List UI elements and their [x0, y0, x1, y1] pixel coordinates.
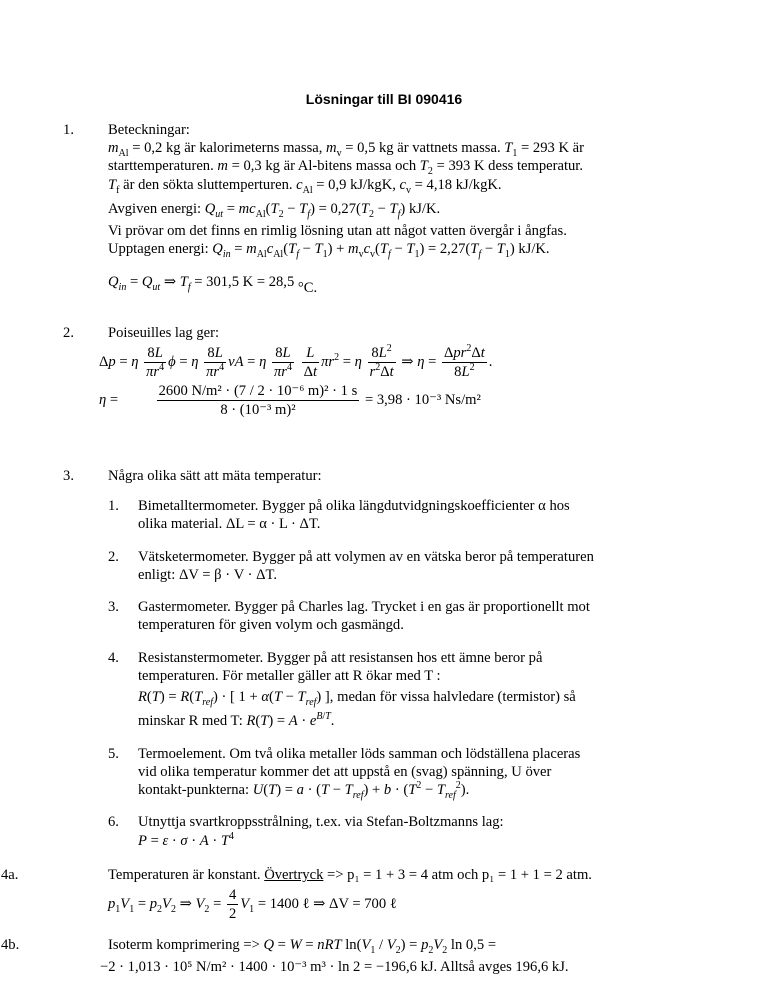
q1-line-3: $T_f$ är den sökta sluttemperturen. $c_{Al} = 0,9$ kJ/kgK, $c_v = 4,18$ kJ/kgK. — [108, 176, 502, 196]
q4a-text: Temperaturen är konstant. Övertryck => p₁ = 1 + 3 = 4 atm och p₁ = 1 + 1 = 2 atm. — [108, 867, 592, 883]
question-number: 2. — [63, 325, 74, 341]
question-2 — [63, 324, 668, 419]
q1-avgiven: Avgiven energi: $Q_{ut} = mc_{Al}(T_2 - T_f) = 0,27(T_2 - T_f)$ kJ/K. — [108, 200, 441, 220]
q1-upptagen: Upptagen energi: $Q_{in} = m_{Al}c_{Al}(T_f - T_1) + m_vc_v(T_f - T_1) = 2,27(T_f - T_1)$ kJ/K. — [108, 241, 550, 261]
question-4b — [1, 936, 668, 976]
q2-heading: Poiseuilles lag ger: — [108, 325, 220, 341]
q1-result: $Q_{in} = Q_{ut}$ ⇒ $T_f = 301,5$ K = 28,5 °C. — [108, 273, 318, 296]
question-number: 1. — [63, 122, 74, 138]
list-item: 6. Utnyttja svartkroppsstrålning, t.ex. via Stefan-Boltzmanns lag: $P = \varepsilon \cdot \sigma \cdot A \cdot T^4$ — [108, 814, 504, 849]
list-item: 2. Vätsketermometer. Bygger på att volymen av en vätska beror på temperaturen enligt: ΔV = β · V · ΔT. — [108, 548, 594, 583]
q1-provar: Vi prövar om det finns en rimlig lösning utan att något vatten övergår i ångfas. — [108, 223, 567, 240]
q3-heading: Några olika sätt att mäta temperatur: — [108, 468, 322, 484]
question-4a — [1, 866, 668, 924]
q4b-text: Isoterm komprimering => Q = W = nRT $\ln(V_1 / V_2) = p_2V_2$ ln 0,5 = — [108, 937, 497, 956]
question-number: 4b. — [1, 937, 20, 953]
q1-line-2: starttemperaturen. m = 0,3 kg är Al-bitens massa och $T_2 = 393$ K dess temperatur. — [108, 158, 584, 178]
q2-equation: Δp = η $\frac{8L}{\pi r^4}$ ϕ = η $\frac{8L}{\pi r^4}$ vA = η $\frac{8L}{\pi r^4}$ $\frac{L}{\Delta t}$ $\pi r^2 = \eta$ $\frac{8L^2}{r^2\Delta t}$ ⇒ η = $\frac{\Delta pr^2\Delta t}{8L^2}$ . — [99, 343, 493, 381]
q2-calculation: η = $\frac{\text{2600 N/m² · (7 / 2 · 10⁻⁶ m)² · 1 s}}{\text{8 · (10⁻³ m)²}}$ = 3,98 · 10⁻³ Ns/m² — [99, 382, 481, 418]
question-1 — [63, 121, 668, 296]
list-item: 3. Gastermometer. Bygger på Charles lag. Trycket i en gas är proportionellt mot temperaturen för given volym och gasmängd. — [108, 599, 590, 634]
list-item: 5. Termoelement. Om två olika metaller löds samman och lödställena placeras vid olika temperatur kommer det att uppstå en (svag) spänning, U över kontakt-punkterna: $U(T) = a \cdot (T - T_{ref}) + b \cdot (T^2 - T_{ref}^2)$. — [108, 745, 581, 801]
question-3 — [63, 467, 668, 864]
question-number: 4a. — [1, 867, 19, 883]
q4a-equation: $p_1V_1 = p_2V_2$ ⇒ $V_2$ = $\frac{4}{2}$ $V_1 = 1400$ ℓ ⇒ ΔV = 700 ℓ — [108, 887, 397, 923]
page-title: Lösningar till BI 090416 — [305, 91, 463, 107]
q1-line-1: $m_{Al} = 0,2$ kg är kalorimeterns massa, $m_v = 0,5$ kg är vattnets massa. $T_1 = 293$ K är — [108, 140, 584, 160]
question-number: 3. — [63, 468, 74, 484]
list-item: 1. Bimetalltermometer. Bygger på olika längdutvidgningskoefficienter α hos olika material. ΔL = α · L · ΔT. — [108, 498, 570, 533]
q4b-result: −2 · 1,013 · 10⁵ N/m² · 1400 · 10⁻³ m³ · ln 2 = −196,6 kJ. Alltså avges 196,6 kJ. — [100, 959, 569, 976]
list-item: 4. Resistanstermometer. Bygger på att resistansen hos ett ämne beror på temperaturen. För metaller gäller att R ökar med T : $R(T) = R(T_{ref})$ · [ $1 + \alpha(T - T_{ref})$ ], medan för vissa halvledare (termistor) så minskar R med T: $R(T) = A \cdot e^{B/T}$. — [108, 649, 576, 730]
q1-heading: Beteckningar: — [108, 122, 190, 138]
